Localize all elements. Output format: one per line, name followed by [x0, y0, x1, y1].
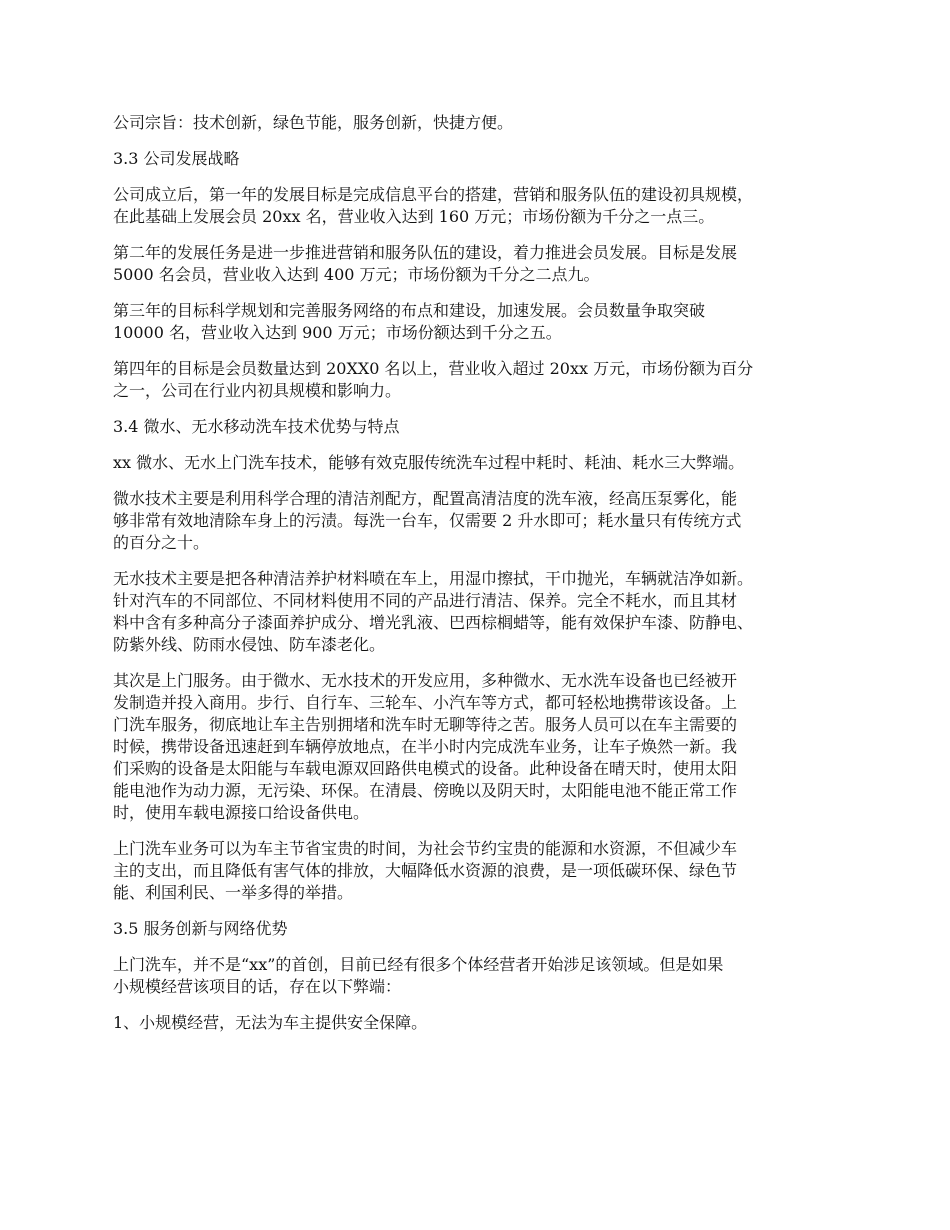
drawback-item-1: 1、小规模经营，无法为车主提供安全保障。 — [113, 1013, 428, 1032]
door-to-door-service-paragraph: 其次是上门服务。由于微水、无水技术的开发应用，多种微水、无水洗车设备也已经被开 发制造并投入商用。步行、自行车、三轮车、小汽车等方式，都可轻松地携带该设备。上 门洗车服务，彻底地让车主告别拥堵和洗车时无聊等待之苦。服务人员可以在车主需要的 时候，携带设备迅速赶到车辆停放地点，在半小时内完成洗车业务，让车子焕然一新。我 们采购的设备是太阳能与车载电源双回路供电模式的设备。此种设备在晴天时，使用太阳 能电池作为动力源，无污染、环保。在清晨、傍晚以及阴天时，太阳能电池不能正常工作 时，使用车载电源接口给设备供电。 — [113, 671, 738, 822]
year-four-goal-paragraph: 第四年的目标是会员数量达到 20XX0 名以上，营业收入超过 20xx 万元，市场份额为百分 之一，公司在行业内初具规模和影响力。 — [113, 359, 754, 400]
technology-intro-paragraph: xx 微水、无水上门洗车技术，能够有效克服传统洗车过程中耗时、耗油、耗水三大弊端。 — [113, 453, 745, 472]
year-one-goal-paragraph: 公司成立后，第一年的发展目标是完成信息平台的搭建，营销和服务队伍的建设初具规模， 在此基础上发展会员 20xx 名，营业收入达到 160 万元；市场份额为千分之一点三。 — [113, 185, 754, 226]
section-heading-3-3: 3.3 公司发展战略 — [113, 149, 240, 168]
section-heading-3-5: 3.5 服务创新与网络优势 — [113, 919, 288, 938]
year-two-goal-paragraph: 第二年的发展任务是进一步推进营销和服务队伍的建设，着力推进会员发展。目标是发展 5000 名会员，营业收入达到 400 万元；市场份额为千分之二点九。 — [113, 243, 738, 284]
market-intro-paragraph: 上门洗车，并不是“xx”的首创，目前已经有很多个体经营者开始涉足该领域。但是如果 小规模经营该项目的话，存在以下弊端： — [113, 955, 724, 996]
micro-water-tech-paragraph: 微水技术主要是利用科学合理的清洁剂配方，配置高清洁度的洗车液，经高压泵雾化，能 够非常有效地清除车身上的污渍。每洗一台车，仅需要 2 升水即可；耗水量只有传统方式 的百分之十。 — [113, 489, 742, 552]
document-page — [113, 112, 853, 1048]
section-heading-3-4: 3.4 微水、无水移动洗车技术优势与特点 — [113, 417, 400, 436]
company-mission-paragraph: 公司宗旨：技术创新，绿色节能，服务创新，快捷方便。 — [113, 113, 514, 132]
service-benefits-paragraph: 上门洗车业务可以为车主节省宝贵的时间，为社会节约宝贵的能源和水资源，不但减少车 主的支出，而且降低有害气体的排放，大幅降低水资源的浪费，是一项低碳环保、绿色节 能、利国利民、一举多得的举措。 — [113, 839, 738, 902]
year-three-goal-paragraph: 第三年的目标科学规划和完善服务网络的布点和建设，加速发展。会员数量争取突破 10000 名，营业收入达到 900 万元；市场份额达到千分之五。 — [113, 301, 706, 342]
waterless-tech-paragraph: 无水技术主要是把各种清洁养护材料喷在车上，用湿巾擦拭，干巾抛光，车辆就洁净如新。 针对汽车的不同部位、不同材料使用不同的产品进行清洁、保养。完全不耗水，而且其材 料中含有多种高分子漆面养护成分、增光乳液、巴西棕榈蜡等，能有效保护车漆、防静电、 防紫外线、防雨水侵蚀、防车漆老化。 — [113, 569, 754, 654]
